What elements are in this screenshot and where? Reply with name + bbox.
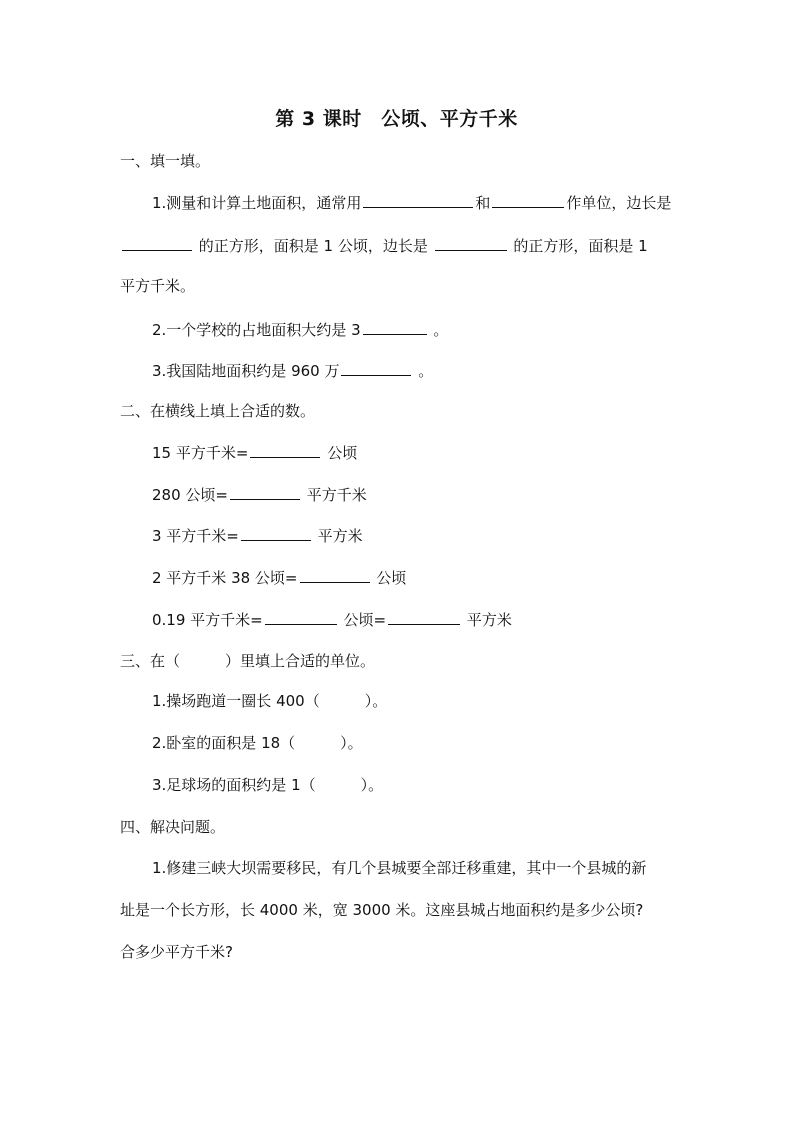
- s4-q1-line2: 址是一个长方形，长 4000 米，宽 3000 米。这座县城占地面积约是多少公顷?: [120, 901, 644, 919]
- answer-blank[interactable]: [363, 318, 427, 335]
- s2-item-1-text: 15 平方千米=: [152, 444, 249, 462]
- s1-q2-end: 。: [428, 321, 449, 339]
- s1-q1-text5: 的正方形，面积是 1: [508, 237, 648, 255]
- answer-blank[interactable]: [363, 191, 473, 208]
- s1-q2: [152, 318, 448, 341]
- s2-item-4: [152, 566, 406, 589]
- section2-heading: 二、在横线上填上合适的数。: [120, 402, 316, 420]
- s2-item-3: [152, 524, 363, 547]
- answer-blank[interactable]: [388, 608, 460, 625]
- s2-item-4-unit: 公顷: [371, 569, 407, 587]
- answer-blank[interactable]: [265, 608, 337, 625]
- s1-q1-text4: 的正方形，面积是 1 公顷，边长是: [194, 237, 433, 255]
- answer-blank[interactable]: [230, 483, 300, 500]
- s1-q1-line3: 平方千米。: [120, 277, 196, 295]
- answer-blank[interactable]: [300, 566, 370, 583]
- answer-blank[interactable]: [250, 441, 320, 458]
- section3-heading: 三、在（ ）里填上合适的单位。: [120, 652, 376, 670]
- s1-q1-text2: 和: [475, 194, 491, 212]
- s2-item-1: [152, 441, 357, 464]
- s1-q2-text: 2.一个学校的占地面积大约是 3: [152, 321, 361, 339]
- s2-item-3-text: 3 平方千米=: [152, 527, 239, 545]
- s3-item-2: 2.卧室的面积是 18（ ）。: [152, 734, 363, 752]
- s3-item-3: 3.足球场的面积约是 1（ ）。: [152, 776, 384, 794]
- s2-item-1-unit: 公顷: [322, 444, 358, 462]
- s2-item-5-unit: 平方米: [462, 611, 512, 629]
- answer-blank[interactable]: [122, 234, 192, 251]
- s2-item-2-text: 280 公顷=: [152, 486, 228, 504]
- s4-q1-line1: 1.修建三峡大坝需要移民，有几个县城要全部迁移重建，其中一个县城的新: [152, 859, 647, 877]
- answer-blank[interactable]: [241, 524, 311, 541]
- s1-q3: [152, 359, 433, 382]
- s2-item-5-text: 0.19 平方千米=: [152, 611, 263, 629]
- s3-item-1: 1.操场跑道一圈长 400（ ）。: [152, 692, 388, 710]
- section1-heading: 一、填一填。: [120, 152, 211, 170]
- s1-q3-end: 。: [413, 362, 434, 380]
- s1-q1-line1: [152, 191, 671, 214]
- s2-item-4-text: 2 平方千米 38 公顷=: [152, 569, 298, 587]
- s1-q1-text3: 作单位，边长是: [566, 194, 672, 212]
- s1-q3-text: 3.我国陆地面积约是 960 万: [152, 362, 340, 380]
- s2-item-2-unit: 平方千米: [301, 486, 367, 504]
- s1-q1-text1: 1.测量和计算土地面积，通常用: [152, 194, 362, 212]
- page-title: 第 3 课时 公顷、平方千米: [275, 108, 518, 130]
- answer-blank[interactable]: [492, 191, 564, 208]
- answer-blank[interactable]: [341, 359, 411, 376]
- s4-q1-line3: 合多少平方千米?: [120, 943, 233, 961]
- s2-item-5-mid: 公顷=: [338, 611, 387, 629]
- section4-heading: 四、解决问题。: [120, 818, 226, 836]
- s2-item-3-unit: 平方米: [312, 527, 363, 545]
- s2-item-5: [152, 608, 512, 631]
- s1-q1-line2: [120, 234, 648, 257]
- s2-item-2: [152, 483, 367, 506]
- answer-blank[interactable]: [435, 234, 507, 251]
